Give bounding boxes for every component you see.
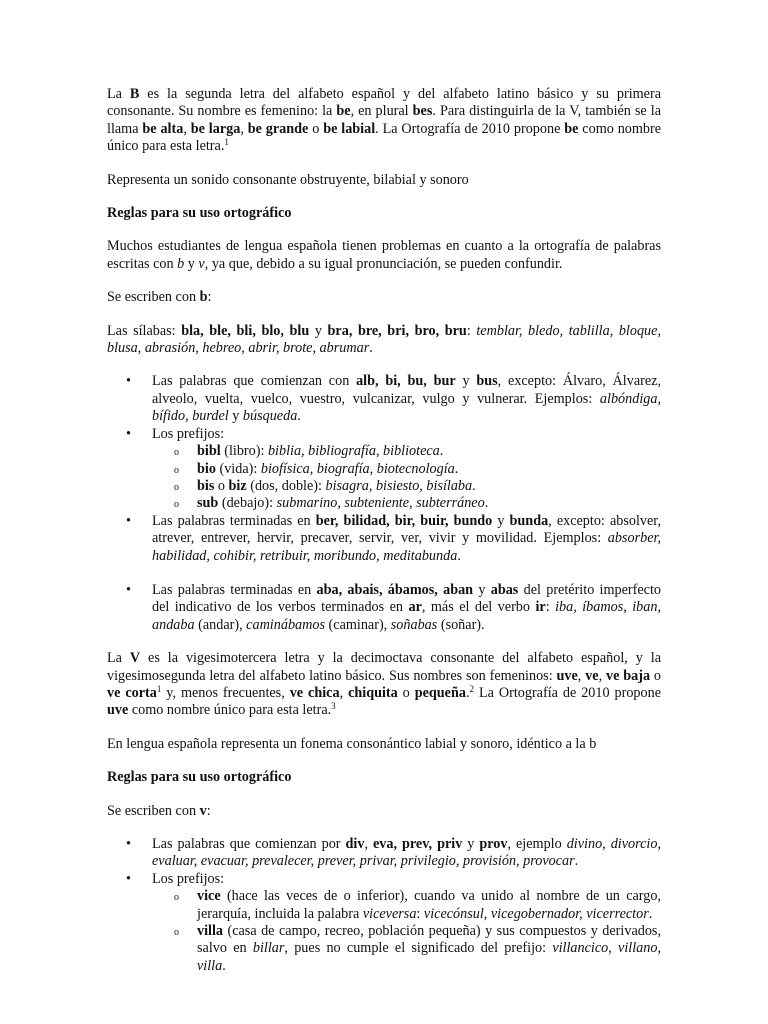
text-run: . bbox=[454, 460, 459, 477]
letter-name: pequeña bbox=[414, 684, 466, 701]
prefix-group: div bbox=[345, 836, 365, 852]
text-run: . bbox=[457, 547, 461, 564]
italic-letter: v bbox=[198, 255, 205, 272]
text-run: y bbox=[462, 836, 480, 852]
examples: iba, íbamos, iban bbox=[555, 599, 658, 616]
prefix-group: prov bbox=[479, 836, 508, 852]
text-run: o bbox=[308, 120, 324, 137]
text-run: Las sílabas: bbox=[107, 322, 182, 339]
b-rules-list bbox=[107, 373, 661, 634]
prefix-sublist bbox=[152, 443, 661, 513]
prefix: biz bbox=[228, 477, 247, 494]
ending-group: ber, bilidad, bir, buir, bundo bbox=[315, 512, 493, 529]
text-run: (andar), bbox=[194, 616, 247, 633]
v-rules-list bbox=[107, 836, 661, 975]
text-run: . bbox=[439, 443, 444, 460]
text-run: . bbox=[297, 408, 301, 425]
text-run: , ya que, debido a su igual pronunciación, se pueden confundir. bbox=[204, 255, 563, 272]
text-run: Los prefijos: bbox=[152, 425, 225, 442]
list-item bbox=[107, 426, 661, 513]
text-run: : bbox=[545, 599, 556, 616]
alt-name: be larga bbox=[190, 120, 241, 137]
letter-name: chiquita bbox=[348, 684, 398, 701]
prefix: bibl bbox=[197, 443, 221, 460]
footnote-ref: 1 bbox=[224, 137, 229, 148]
footnote-ref: 1 bbox=[156, 683, 162, 694]
prefix-sublist bbox=[152, 888, 661, 975]
examples: absorber, habilidad, cohibir, retribuir, moribundo, meditabunda bbox=[152, 530, 661, 564]
text-run: es la segunda letra del alfabeto español y del alfabeto latino básico y su primera consonante. Su nombre es femenino: la bbox=[107, 86, 661, 120]
examples: caminábamos bbox=[246, 616, 325, 633]
text-run: del pretérito imperfecto del indicativo de los verbos terminados en bbox=[152, 581, 662, 616]
examples: andaba bbox=[152, 616, 195, 633]
b-se-escriben bbox=[107, 289, 661, 306]
text-run: como nombre único para esta letra. bbox=[107, 120, 662, 155]
text-run: y bbox=[228, 408, 243, 425]
syllable-group: bla, ble, bli, blo, blu bbox=[181, 322, 310, 339]
text-run: , bbox=[598, 667, 606, 684]
text-run: , bbox=[577, 667, 586, 684]
examples: villancico, villano, villa bbox=[197, 940, 662, 974]
b-problem-paragraph bbox=[107, 238, 661, 273]
text-run: Las palabras terminadas en bbox=[152, 512, 316, 529]
text-run: (caminar), bbox=[325, 616, 391, 633]
text-run: : bbox=[206, 802, 211, 819]
prefix-group: bus bbox=[476, 373, 498, 390]
alt-name: be grande bbox=[247, 120, 309, 137]
letter-name: ve chica bbox=[289, 684, 340, 701]
examples: viceversa bbox=[362, 905, 417, 922]
text-run: , en plural bbox=[350, 103, 413, 120]
examples: soñabas bbox=[390, 616, 438, 633]
text-run: y bbox=[473, 581, 491, 598]
syllable-group: bra, bre, bri, bro, bru bbox=[327, 322, 467, 339]
b-silabas-paragraph bbox=[107, 323, 661, 358]
sublist-item bbox=[152, 443, 661, 460]
v-se-escriben bbox=[107, 803, 661, 820]
italic-letter: b bbox=[177, 255, 185, 272]
list-item bbox=[107, 373, 661, 425]
text-run: : bbox=[416, 905, 424, 922]
list-item bbox=[107, 513, 661, 565]
text-run: . bbox=[648, 905, 653, 922]
text-run: Las palabras que comienzan con bbox=[152, 373, 357, 390]
text-run: . bbox=[222, 957, 226, 974]
text-run: o bbox=[214, 477, 229, 494]
list-item bbox=[107, 836, 661, 871]
text-run: (soñar). bbox=[437, 616, 485, 633]
text-run: Las palabras terminadas en bbox=[152, 581, 317, 598]
text-run: . bbox=[484, 495, 489, 512]
text-run: La Ortografía de 2010 propone bbox=[474, 684, 662, 701]
text-run: , bbox=[364, 836, 373, 852]
text-run: , bbox=[339, 684, 349, 701]
examples: submarino, subteniente, subterráneo bbox=[276, 495, 485, 512]
text-run: Los prefijos: bbox=[152, 870, 225, 887]
text-run: : bbox=[207, 289, 212, 306]
text-run: . Para distinguirla de la V, también se la llama bbox=[107, 103, 661, 137]
text-run: Se escriben con bbox=[107, 802, 200, 819]
examples: billar bbox=[252, 940, 285, 957]
sublist-item bbox=[152, 888, 661, 923]
sublist-item bbox=[152, 461, 661, 478]
examples: albóndiga, bífido, burdel bbox=[152, 390, 661, 425]
examples: búsqueda bbox=[242, 408, 298, 425]
text-run: , excepto: Álvaro, Álvarez, alveolo, vuelta, vuelco, vuestro, vulcanizar, vulgo y vulnerar. Ejemplos: bbox=[152, 373, 661, 407]
text-run: y bbox=[492, 512, 510, 529]
bold-letter: b bbox=[199, 289, 208, 306]
list-item bbox=[107, 582, 661, 634]
text-run: y, menos frecuentes, bbox=[161, 684, 290, 701]
letter-name: ve baja bbox=[606, 667, 651, 684]
text-run: . bbox=[369, 340, 373, 357]
text-run: y bbox=[309, 322, 328, 339]
verb-ending: ar bbox=[408, 599, 422, 616]
verb-ending: ir bbox=[535, 599, 546, 616]
text-run: (casa de campo, recreo, población pequeña) y sus compuestos y derivados, salvo en bbox=[197, 923, 661, 957]
text-run: (libro): bbox=[220, 443, 268, 460]
text-run: (vida): bbox=[215, 460, 261, 477]
prefix: vice bbox=[197, 888, 221, 905]
ending-group: abas bbox=[490, 581, 519, 598]
text-run: Muchos estudiantes de lengua española tienen problemas en cuanto a la ortografía de palabras escritas con bbox=[107, 238, 661, 272]
text-run: , pues no cumple el significado del prefijo: bbox=[284, 940, 553, 957]
alt-name: be labial bbox=[323, 120, 376, 137]
text-run: . bbox=[574, 853, 579, 870]
v-sound-paragraph: En lengua española representa un fonema consonántico labial y sonoro, idéntico a la b bbox=[107, 735, 597, 752]
prefix: bio bbox=[197, 460, 216, 477]
examples: biblia, bibliografía, biblioteca bbox=[267, 443, 440, 460]
text-run: o bbox=[397, 684, 415, 701]
sublist-item bbox=[152, 478, 661, 495]
sublist-item bbox=[152, 923, 661, 975]
examples: temblar, bledo, tablilla, bloque, blusa, abrasión, hebreo, abrir, brote, abrumar bbox=[107, 322, 661, 357]
text-run: Las palabras que comienzan por bbox=[152, 836, 346, 852]
b-intro-paragraph bbox=[107, 86, 661, 156]
text-run: y bbox=[184, 255, 199, 272]
footnote-ref: 2 bbox=[469, 683, 475, 694]
text-run: , bbox=[240, 120, 248, 137]
text-run: (debajo): bbox=[218, 495, 277, 512]
text-run: . bbox=[472, 477, 476, 494]
examples: divino, divorcio, evaluar, evacuar, prevalecer, prever, privar, privilegio, provisión, provocar bbox=[152, 836, 661, 870]
text-run: como nombre único para esta letra. bbox=[128, 702, 332, 719]
ending-group: aba, abais, ábamos, aban bbox=[316, 581, 474, 598]
b-sound-paragraph: Representa un sonido consonante obstruyente, bilabial y sonoro bbox=[107, 171, 469, 188]
text-run: Se escriben con bbox=[107, 289, 200, 306]
v-intro-paragraph bbox=[107, 650, 661, 720]
text-run: . bbox=[465, 684, 470, 701]
text-run: , ejemplo bbox=[507, 836, 567, 852]
alt-name: be alta bbox=[142, 120, 184, 137]
examples: biofísica, biografía, biotecnología bbox=[260, 460, 455, 477]
text-run: . La Ortografía de 2010 propone bbox=[375, 120, 565, 137]
letter-b: B bbox=[129, 86, 140, 102]
text-run: o bbox=[650, 667, 662, 684]
sublist-item bbox=[152, 495, 661, 512]
letter-name: ve corta bbox=[107, 684, 157, 701]
text-run: , bbox=[657, 599, 661, 616]
v-rules-heading: Reglas para su uso ortográfico bbox=[107, 769, 292, 786]
footnote-ref: 3 bbox=[331, 701, 336, 712]
text-run: La bbox=[107, 86, 130, 102]
text-run: , bbox=[183, 120, 191, 137]
text-run: , excepto: absolver, atrever, entrever, hervir, precaver, servir, ver, vivir y movilidad. Ejemplos: bbox=[152, 512, 662, 547]
prefix: villa bbox=[197, 923, 224, 940]
prefix: bis bbox=[197, 477, 215, 494]
text-run: es la vigesimotercera letra y la decimoctava consonante del alfabeto español, y la vigesimosegunda letra del alfabeto latino básico. Sus nombres son femeninos: bbox=[107, 650, 662, 684]
text-run: y bbox=[455, 373, 477, 390]
prefix: sub bbox=[197, 495, 219, 512]
ending-group: bunda bbox=[509, 512, 549, 529]
examples: bisagra, bisiesto, bisílaba bbox=[325, 477, 473, 494]
letter-plural: bes bbox=[412, 103, 433, 120]
text-run: (dos, doble): bbox=[246, 477, 326, 494]
text-run: : bbox=[466, 322, 477, 339]
list-item bbox=[107, 871, 661, 975]
proposed-name: be bbox=[564, 120, 579, 137]
prefix-group: eva, prev, priv bbox=[372, 836, 463, 852]
examples: vicecónsul, vicegobernador, vicerrector bbox=[423, 905, 649, 922]
proposed-name: uve bbox=[107, 702, 129, 719]
text-run: La bbox=[107, 650, 130, 667]
text-run: (hace las veces de o inferior), cuando va unido al nombre de un cargo, jerarquía, incluida la palabra bbox=[197, 888, 661, 922]
letter-v: V bbox=[129, 650, 141, 667]
letter-name: ve bbox=[585, 667, 599, 684]
prefix-group: alb, bi, bu, bur bbox=[356, 373, 456, 390]
letter-name: be bbox=[336, 103, 351, 120]
bold-letter: v bbox=[199, 802, 207, 819]
document-page bbox=[107, 86, 661, 991]
letter-name: uve bbox=[556, 667, 578, 684]
text-run: , más el del verbo bbox=[421, 599, 536, 616]
b-rules-heading: Reglas para su uso ortográfico bbox=[107, 205, 292, 222]
